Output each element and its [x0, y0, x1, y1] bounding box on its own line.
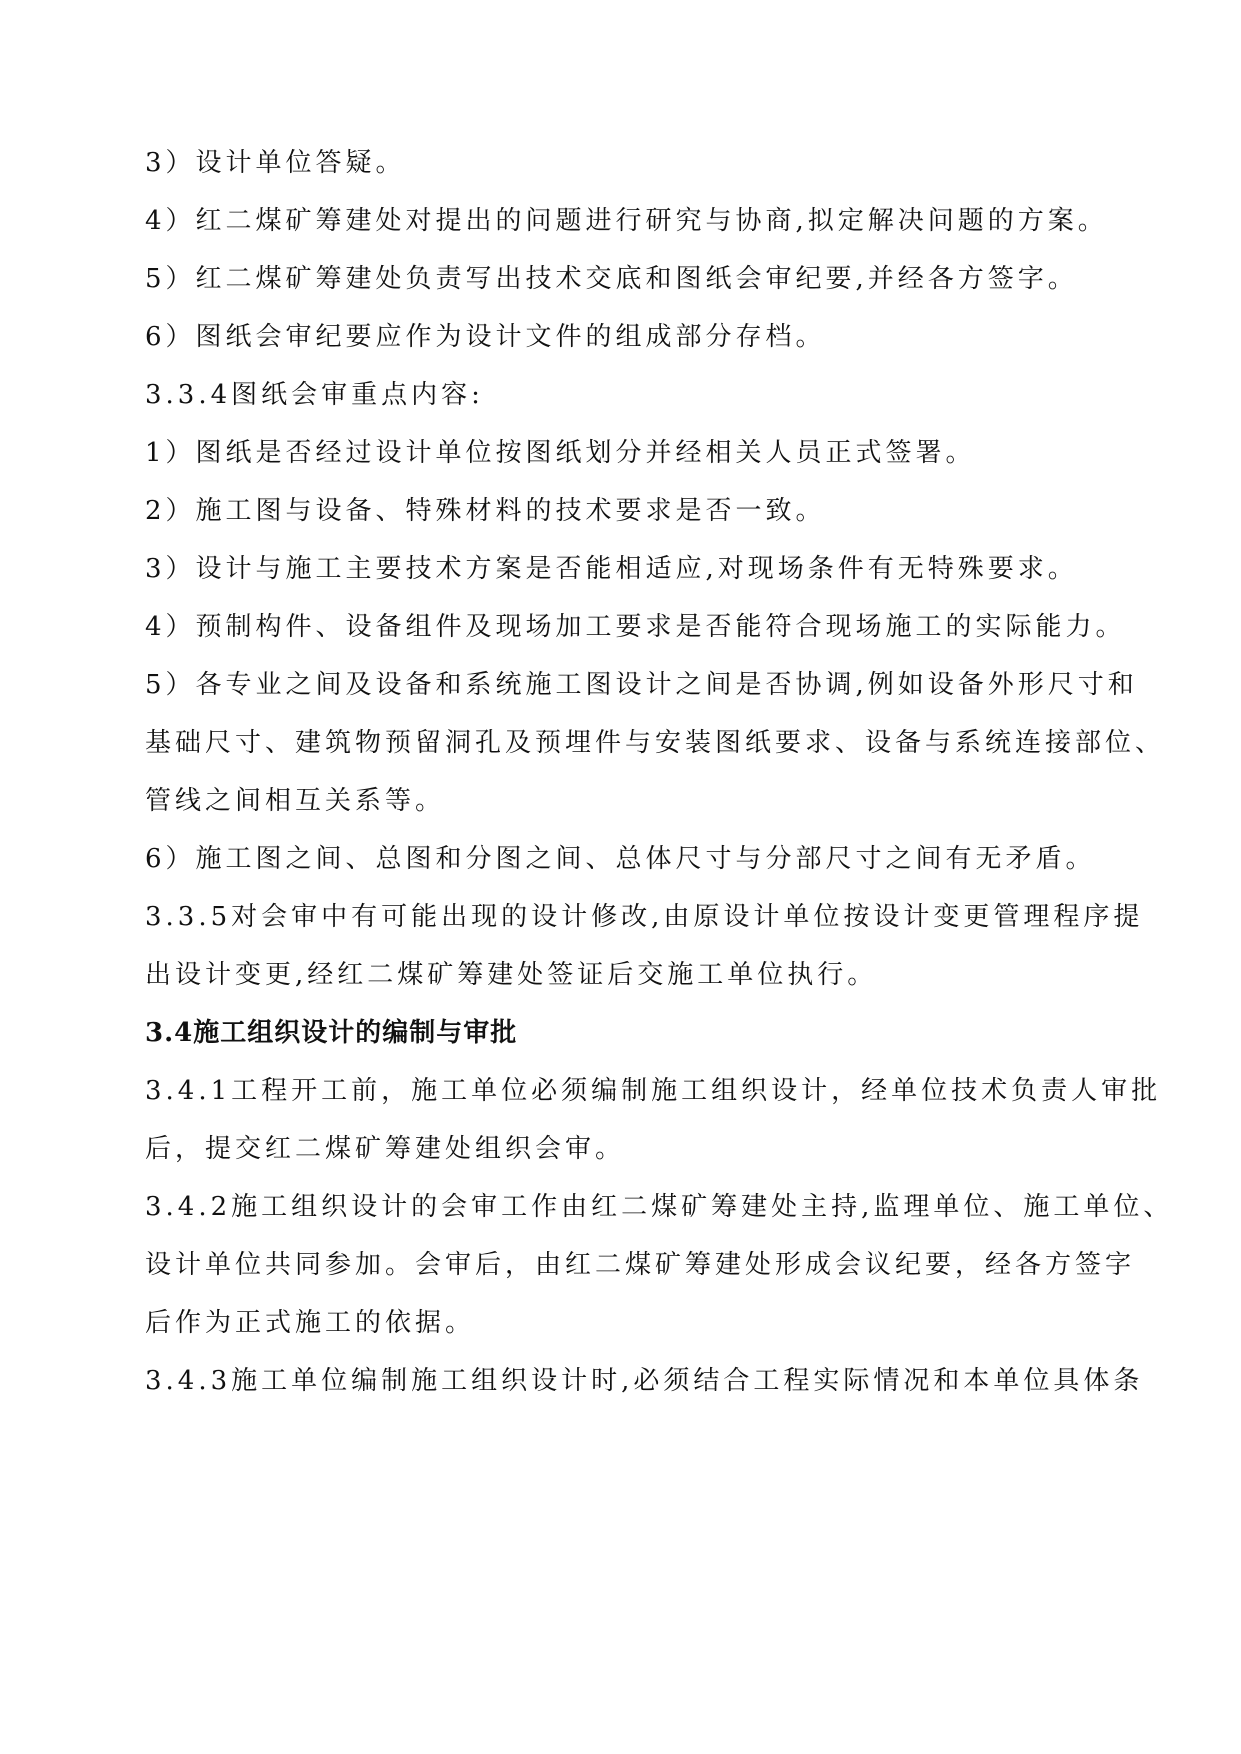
review-item-2: 2）施工图与设备、特殊材料的技术要求是否一致。 — [145, 496, 826, 526]
review-item-5-line-3: 管线之间相互关系等。 — [145, 786, 446, 816]
list-item-6-archive: 6）图纸会审纪要应作为设计文件的组成部分存档。 — [145, 322, 826, 352]
list-item-3-design-qa: 3）设计单位答疑。 — [145, 148, 406, 178]
section-3-4-3-line-1: 3.4.3施工单位编制施工组织设计时,必须结合工程实际情况和本单位具体条 — [145, 1366, 1144, 1396]
list-item-5-minutes: 5）红二煤矿筹建处负责写出技术交底和图纸会审纪要,并经各方签字。 — [145, 264, 1078, 294]
section-3-3-4: 3.3.4图纸会审重点内容: — [145, 380, 484, 410]
section-3-4-2-line-2: 设计单位共同参加。会审后，由红二煤矿筹建处形成会议纪要，经各方签字 — [145, 1250, 1136, 1280]
review-item-1: 1）图纸是否经过设计单位按图纸划分并经相关人员正式签署。 — [145, 438, 976, 468]
section-3-4-2-line-3: 后作为正式施工的依据。 — [145, 1308, 476, 1338]
list-item-4-research: 4）红二煤矿筹建处对提出的问题进行研究与协商,拟定解决问题的方案。 — [145, 206, 1108, 236]
review-item-3: 3）设计与施工主要技术方案是否能相适应,对现场条件有无特殊要求。 — [145, 554, 1078, 584]
review-item-5-line-1: 5）各专业之间及设备和系统施工图设计之间是否协调,例如设备外形尺寸和 — [145, 670, 1138, 700]
section-3-4-1-line-1: 3.4.1工程开工前，施工单位必须编制施工组织设计，经单位技术负责人审批 — [145, 1076, 1162, 1106]
section-3-4-1-line-2: 后，提交红二煤矿筹建处组织会审。 — [145, 1134, 626, 1164]
section-3-4-2-line-1: 3.4.2施工组织设计的会审工作由红二煤矿筹建处主持,监理单位、施工单位、 — [145, 1192, 1174, 1222]
section-heading-3-4: 3.4施工组织设计的编制与审批 — [145, 1018, 518, 1048]
review-item-6: 6）施工图之间、总图和分图之间、总体尺寸与分部尺寸之间有无矛盾。 — [145, 844, 1096, 874]
section-3-3-5-line-2: 出设计变更,经红二煤矿筹建处签证后交施工单位执行。 — [145, 960, 878, 990]
review-item-5-line-2: 基础尺寸、建筑物预留洞孔及预埋件与安装图纸要求、设备与系统连接部位、 — [145, 728, 1166, 758]
section-3-3-5-line-1: 3.3.5对会审中有可能出现的设计修改,由原设计单位按设计变更管理程序提 — [145, 902, 1144, 932]
review-item-4: 4）预制构件、设备组件及现场加工要求是否能符合现场施工的实际能力。 — [145, 612, 1126, 642]
